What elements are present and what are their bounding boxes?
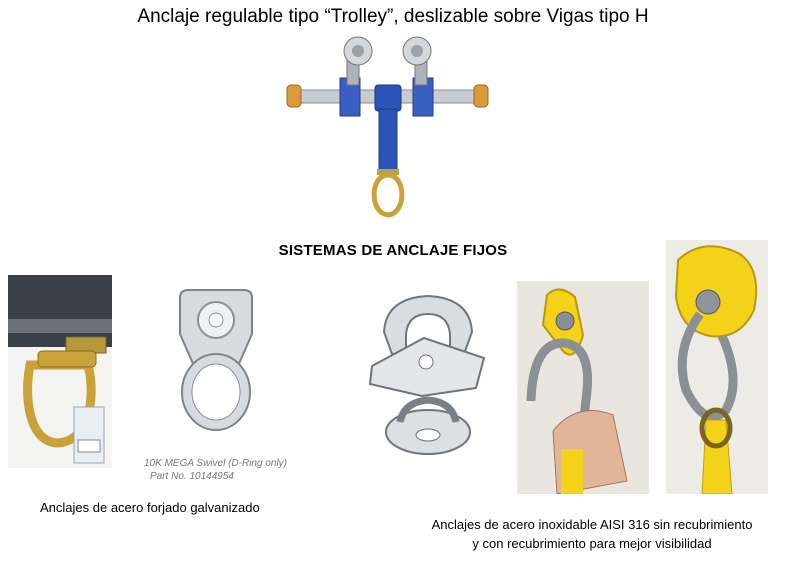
- stainless-anchors-image: [364, 292, 492, 462]
- swivel-d-ring-image: [174, 284, 258, 434]
- part-number-label: [144, 457, 287, 483]
- section-heading: SISTEMAS DE ANCLAJE FIJOS: [278, 242, 508, 259]
- trolley-anchor-image: [285, 33, 490, 218]
- caption-stainless-line2: y con recubrimiento para mejor visibilidad: [472, 536, 712, 551]
- caption-stainless-line1: Anclajes de acero inoxidable AISI 316 sin recubrimiento: [431, 517, 753, 532]
- caption-stainless: [392, 515, 786, 553]
- part-label-line1: 10K MEGA Swivel (D-Ring only): [144, 458, 288, 469]
- yellow-anchor-carabiner-photo: [517, 281, 649, 494]
- part-label-line2: Part No. 10144954: [150, 471, 234, 482]
- galvanized-anchor-photo: [8, 275, 112, 468]
- yellow-anchor-snaphook-photo: [666, 240, 768, 494]
- caption-galvanized: Anclajes de acero forjado galvanizado: [40, 500, 260, 515]
- page-title: Anclaje regulable tipo “Trolley”, deslizable sobre Vigas tipo H: [137, 6, 649, 27]
